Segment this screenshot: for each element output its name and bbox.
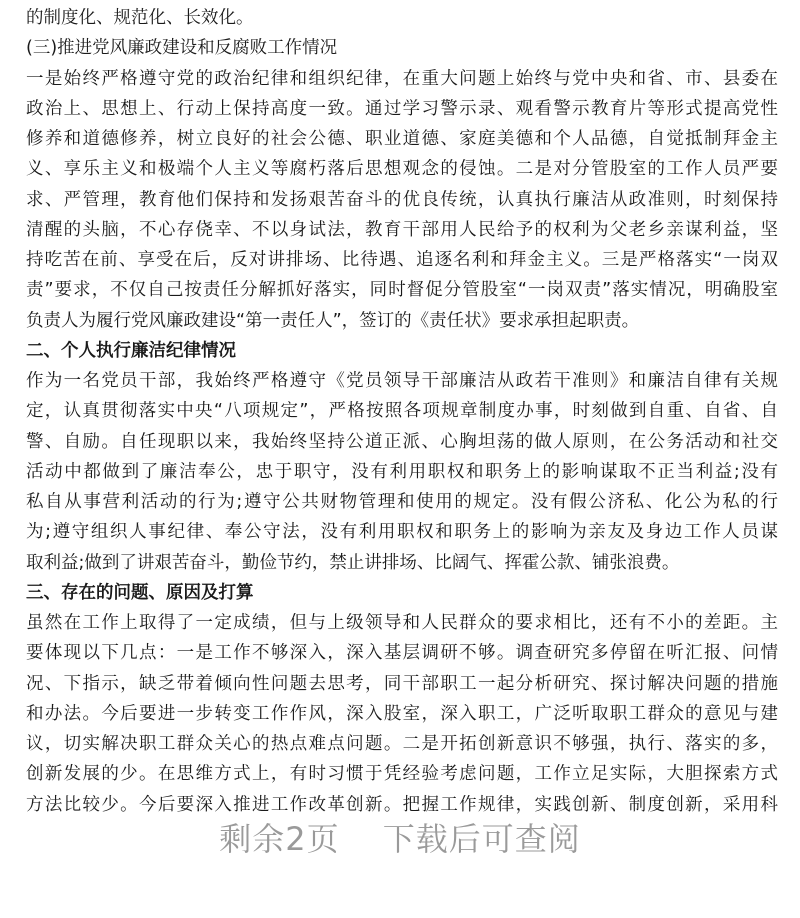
paragraph-line: 方法比较少。今后要深入推进工作改革创新。把握工作规律，实践创新、制度创新，采用科: [26, 794, 778, 815]
paragraph-line: 私自从事营利活动的行为;遵守公共财物管理和使用的规定。没有假公济私、化公为私的行: [26, 492, 778, 512]
section-heading: 二、个人执行廉洁纪律情况: [26, 340, 236, 361]
paragraph-line: 定，认真贯彻落实中央“八项规定”，严格按照各项规章制度办事，时刻做到自重、自省、自: [26, 401, 778, 422]
paragraph-line: 持吃苦在前、享受在后，反对讲排场、比待遇、追逐名利和拜金主义。三是严格落实“一岗双: [26, 250, 778, 270]
paragraph-line: 义、享乐主义和极端个人主义等腐朽落后思想观念的侵蚀。二是对分管股室的工作人员严要: [26, 159, 778, 180]
paragraph-line: 取利益;做到了讲艰苦奋斗，勤俭节约，禁止讲排场、比阔气、挥霍公款、铺张浪费。: [26, 552, 680, 573]
paragraph-line: 和办法。今后要进一步转变工作作风，深入股室，深入职工，广泛听取职工群众的意见与建: [26, 703, 778, 724]
paragraph-line: 活动中都做到了廉洁奉公，忠于职守，没有利用职权和职务上的影响谋取不正当利益;没有: [26, 461, 778, 482]
remaining-pages-label: 剩余2页: [219, 820, 340, 858]
paragraph-line: 作为一名党员干部，我始终严格遵守《党员领导干部廉洁从政若干准则》和廉洁自律有关规: [26, 371, 778, 391]
paragraph-line: 况、下指示，缺乏带着倾向性问题去思考，同干部职工一起分析研究、探讨解决问题的措施: [26, 673, 778, 694]
section-heading: 三、存在的问题、原因及打算: [26, 582, 254, 603]
download-prompt[interactable]: [0, 814, 800, 870]
paragraph-line: (三)推进党风廉政建设和反腐败工作情况: [26, 38, 338, 59]
paragraph-line: 为;遵守组织人事纪律、奉公守法，没有利用职权和职务上的影响为亲友及身边工作人员谋: [26, 522, 778, 543]
paragraph-line: 负责人为履行党风廉政建设“第一责任人”，签订的《责任状》要求承担起职责。: [26, 310, 640, 331]
paragraph-line: 虽然在工作上取得了一定成绩，但与上级领导和人民群众的要求相比，还有不小的差距。主: [26, 613, 778, 633]
paragraph-line: 的制度化、规范化、长效化。: [26, 8, 254, 28]
paragraph-line: 政治上、思想上、行动上保持高度一致。通过学习警示录、观看警示教育片等形式提高党性: [26, 98, 778, 119]
paragraph-line: 修养和道德修养，树立良好的社会公德、职业道德、家庭美德和个人品德，自觉抵制拜金主: [26, 129, 778, 149]
paragraph-line: 清醒的头脑，不心存侥幸、不以身试法，教育干部用人民给予的权利为父老乡亲谋利益，坚: [26, 219, 778, 240]
paragraph-line: 责”要求，不仅自己按责任分解抓好落实，同时督促分管股室“一岗双责”落实情况，明确股室: [26, 280, 778, 301]
download-hint-label: 下载后可查阅: [382, 820, 581, 858]
paragraph-line: 创新发展的少。在思维方式上，有时习惯于凭经验考虑问题，工作立足实际，大胆探索方式: [26, 764, 778, 785]
paragraph-line: 要体现以下几点：一是工作不够深入，深入基层调研不够。调查研究多停留在听汇报、问情: [26, 643, 778, 664]
paragraph-line: 一是始终严格遵守党的政治纪律和组织纪律，在重大问题上始终与党中央和省、市、县委在: [26, 68, 778, 89]
paragraph-line: 求、严管理，教育他们保持和发扬艰苦奋斗的优良传统，认真执行廉洁从政准则，时刻保持: [26, 189, 778, 210]
paragraph-line: 议，切实解决职工群众关心的热点难点问题。二是开拓创新意识不够强，执行、落实的多，: [26, 734, 778, 754]
paragraph-line: 警、自励。自任现职以来，我始终坚持公道正派、心胸坦荡的做人原则，在公务活动和社交: [26, 431, 778, 452]
